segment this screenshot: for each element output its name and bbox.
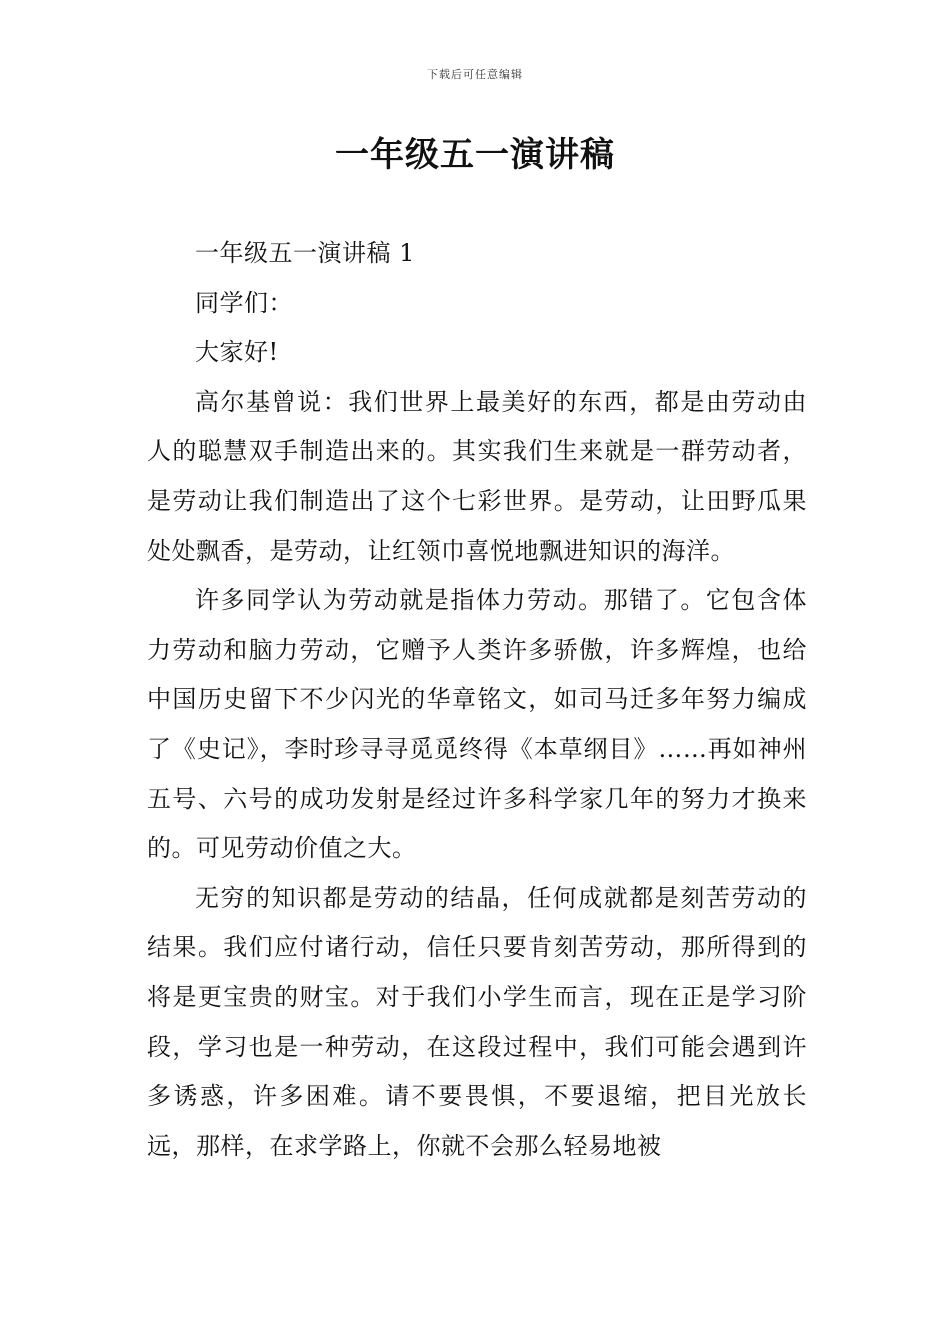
- paragraph-salutation: 同学们：: [195, 288, 293, 317]
- paragraph-body-1: 高尔基曾说：我们世界上最美好的东西，都是由劳动由人的聪慧双手制造出来的。其实我们生来就是一群劳动者，是劳动让我们制造出了这个七彩世界。是劳动，让田野瓜果处处飘香，是劳动，让红领巾喜悦地飘进知识的海洋。: [147, 387, 807, 565]
- paragraph-body-2: 许多同学认为劳动就是指体力劳动。那错了。它包含体力劳动和脑力劳动，它赠予人类许多骄傲，许多辉煌，也给中国历史留下不少闪光的华章铭文，如司马迁多年努力编成了《史记》，李时珍寻寻觅觅终得《本草纲目》……再如神州五号、六号的成功发射是经过许多科学家几年的努力才换来的。可见劳动价值之大。: [147, 586, 807, 863]
- paragraph-subtitle: 一年级五一演讲稿 1: [195, 239, 415, 267]
- header-note: 下载后可任意编辑: [427, 68, 523, 81]
- document-title: 一年级五一演讲稿: [335, 135, 615, 175]
- paragraph-body-3: 无穷的知识都是劳动的结晶，任何成就都是刻苦劳动的结果。我们应付诸行动，信任只要肯刻苦劳动，那所得到的将是更宝贵的财宝。对于我们小学生而言，现在正是学习阶段，学习也是一种劳动，在这段过程中，我们可能会遇到许多诱惑，许多困难。请不要畏惧，不要退缩，把目光放长远，那样，在求学路上，你就不会那么轻易地被: [147, 883, 807, 1160]
- paragraph-greeting: 大家好!: [195, 338, 279, 367]
- document-body: [147, 229, 807, 1171]
